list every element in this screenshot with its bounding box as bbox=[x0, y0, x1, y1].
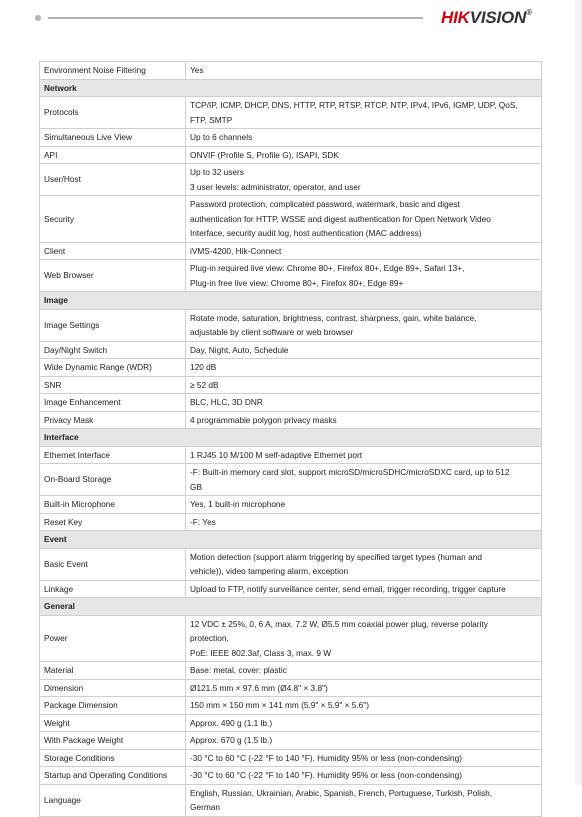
spec-value-line: English, Russian, Ukrainian, Arabic, Spanish, French, Portuguese, Turkish, Polish, bbox=[190, 787, 493, 798]
spec-row bbox=[40, 129, 542, 147]
spec-value bbox=[186, 548, 542, 580]
spec-label: Storage Conditions bbox=[40, 749, 186, 767]
spec-label: With Package Weight bbox=[40, 732, 186, 750]
spec-value-line: Motion detection (support alarm triggering by specified target types (human and bbox=[190, 551, 482, 562]
spec-value-line: Base: metal, cover: plastic bbox=[190, 665, 287, 675]
spec-value bbox=[186, 376, 542, 394]
spec-label: Dimension bbox=[40, 679, 186, 697]
spec-value bbox=[186, 732, 542, 750]
spec-row bbox=[40, 662, 542, 680]
spec-value bbox=[186, 767, 542, 785]
spec-label: Material bbox=[40, 662, 186, 680]
section-header bbox=[40, 531, 542, 549]
spec-label: Simultaneous Live View bbox=[40, 129, 186, 147]
spec-value-line: -F: Yes bbox=[190, 516, 216, 527]
spec-label: SNR bbox=[40, 376, 186, 394]
spec-row bbox=[40, 309, 542, 341]
spec-row bbox=[40, 376, 542, 394]
spec-value-line: German bbox=[190, 802, 220, 812]
spec-row bbox=[40, 341, 542, 359]
section-title: Event bbox=[40, 531, 542, 549]
spec-value-line: 12 VDC ± 25%, 0, 6 A, max. 7.2 W, Ø5.5 mm coaxial power plug, reverse polarity bbox=[190, 618, 488, 629]
spec-row bbox=[40, 784, 542, 816]
spec-value bbox=[186, 749, 542, 767]
spec-label: Ethernet Interface bbox=[40, 446, 186, 464]
spec-value bbox=[186, 129, 542, 147]
spec-value-line: adjustable by client software or web browser bbox=[190, 327, 354, 337]
spec-value-line: FTP, SMTP bbox=[190, 114, 233, 125]
spec-value-line: Up to 6 channels bbox=[190, 132, 253, 142]
spec-value bbox=[186, 464, 542, 496]
spec-row bbox=[40, 242, 542, 260]
spec-label: Web Browser bbox=[40, 260, 186, 292]
spec-value bbox=[186, 146, 542, 164]
spec-value bbox=[186, 309, 542, 341]
section-title: Network bbox=[40, 79, 542, 97]
spec-value-line: Yes, 1 built-in microphone bbox=[190, 499, 286, 509]
spec-value-line: 4 programmable polygon privacy masks bbox=[190, 414, 337, 425]
spec-value-line: ≥ 52 dB bbox=[190, 379, 219, 390]
spec-value-line: iVMS-4200, Hik-Connect bbox=[190, 245, 282, 256]
spec-value-line: Approx. 670 g (1.5 lb.) bbox=[190, 735, 273, 745]
spec-value bbox=[186, 446, 542, 464]
spec-label: Linkage bbox=[40, 580, 186, 598]
spec-row bbox=[40, 164, 542, 196]
spec-row bbox=[40, 548, 542, 580]
spec-label: Basic Event bbox=[40, 548, 186, 580]
spec-label: API bbox=[40, 146, 186, 164]
spec-value bbox=[186, 697, 542, 715]
spec-label: On-Board Storage bbox=[40, 464, 186, 496]
spec-label: Privacy Mask bbox=[40, 411, 186, 429]
spec-label: Security bbox=[40, 196, 186, 243]
spec-value-line: protection, bbox=[190, 633, 229, 643]
spec-value bbox=[186, 196, 542, 243]
spec-value bbox=[186, 164, 542, 196]
header-dot bbox=[35, 15, 41, 21]
hikvision-logo: HIKVISION® bbox=[441, 8, 532, 27]
spec-value-line: PoE: IEEE 802.3af, Class 3, max. 9 W bbox=[190, 647, 332, 658]
spec-value bbox=[186, 513, 542, 531]
page-header bbox=[0, 0, 582, 60]
spec-row bbox=[40, 615, 542, 662]
spec-table bbox=[39, 61, 542, 817]
spec-value-line: Password protection, complicated password, watermark, basic and digest bbox=[190, 199, 460, 209]
spec-label: Built-in Microphone bbox=[40, 496, 186, 514]
spec-value bbox=[186, 62, 542, 80]
spec-value-line: 1 RJ45 10 M/100 M self-adaptive Ethernet port bbox=[190, 449, 363, 460]
spec-label: Day/Night Switch bbox=[40, 341, 186, 359]
section-title: General bbox=[40, 598, 542, 616]
spec-row bbox=[40, 62, 542, 80]
section-header bbox=[40, 598, 542, 616]
spec-label: Client bbox=[40, 242, 186, 260]
spec-label: Power bbox=[40, 615, 186, 662]
spec-value-line: Ø121.5 mm × 97.6 mm (Ø4.8" × 3.8") bbox=[190, 682, 328, 693]
spec-value bbox=[186, 615, 542, 662]
spec-value-line: Plug-in free live view: Chrome 80+, Firefox 80+, Edge 89+ bbox=[190, 277, 404, 288]
spec-value bbox=[186, 580, 542, 598]
spec-value-line: -30 °C to 60 °C (-22 °F to 140 °F). Humidity 95% or less (non-condensing) bbox=[190, 752, 462, 763]
spec-value-line: 150 mm × 150 mm × 141 mm (5.9" × 5.9" × 5.6") bbox=[190, 700, 370, 710]
spec-value bbox=[186, 496, 542, 514]
section-header bbox=[40, 429, 542, 447]
spec-row bbox=[40, 359, 542, 377]
spec-row bbox=[40, 464, 542, 496]
spec-value-line: BLC, HLC, 3D DNR bbox=[190, 397, 263, 407]
spec-label: Package Dimension bbox=[40, 697, 186, 715]
spec-value-line: Rotate mode, saturation, brightness, contrast, sharpness, gain, white balance, bbox=[190, 312, 477, 323]
spec-row bbox=[40, 196, 542, 243]
spec-row bbox=[40, 446, 542, 464]
spec-value bbox=[186, 341, 542, 359]
spec-value-line: GB bbox=[190, 481, 202, 492]
spec-row bbox=[40, 749, 542, 767]
spec-label: Environment Noise Filtering bbox=[40, 62, 186, 80]
spec-value bbox=[186, 662, 542, 680]
spec-row bbox=[40, 767, 542, 785]
spec-label: Weight bbox=[40, 714, 186, 732]
spec-row bbox=[40, 513, 542, 531]
spec-row bbox=[40, 580, 542, 598]
spec-row bbox=[40, 394, 542, 412]
spec-row bbox=[40, 679, 542, 697]
spec-label: Startup and Operating Conditions bbox=[40, 767, 186, 785]
header-rule bbox=[48, 17, 423, 19]
spec-value-line: -30 °C to 60 °C (-22 °F to 140 °F). Humidity 95% or less (non-condensing) bbox=[190, 770, 462, 780]
spec-label: User/Host bbox=[40, 164, 186, 196]
page-edge-bar bbox=[575, 0, 582, 785]
spec-value-line: authentication for HTTP, WSSE and digest authentication for Open Network Video bbox=[190, 213, 491, 224]
spec-value-line: Approx. 490 g (1.1 lb.) bbox=[190, 717, 273, 728]
spec-value-line: 120 dB bbox=[190, 362, 217, 372]
section-header bbox=[40, 79, 542, 97]
spec-value-line: TCP/IP, ICMP, DHCP, DNS, HTTP, RTP, RTSP, RTCP, NTP, IPv4, IPv6, IGMP, UDP, QoS, bbox=[190, 100, 518, 110]
spec-value-line: vehicle)), video tampering alarm, exception bbox=[190, 566, 349, 576]
spec-value-line: Interface, security audit log, host authentication (MAC address) bbox=[190, 228, 422, 238]
spec-label: Wide Dynamic Range (WDR) bbox=[40, 359, 186, 377]
spec-value-line: Upload to FTP, notify surveillance center, send email, trigger recording, trigger capture bbox=[190, 583, 506, 594]
spec-label: Reset Key bbox=[40, 513, 186, 531]
spec-value bbox=[186, 359, 542, 377]
section-header bbox=[40, 292, 542, 310]
spec-value-line: Plug-in required live view: Chrome 80+, Firefox 80+, Edge 89+, Safari 13+, bbox=[190, 263, 465, 273]
spec-value-line: Up to 32 users bbox=[190, 167, 244, 177]
section-title: Image bbox=[40, 292, 542, 310]
spec-value bbox=[186, 260, 542, 292]
spec-row bbox=[40, 411, 542, 429]
spec-row bbox=[40, 496, 542, 514]
spec-label: Image Enhancement bbox=[40, 394, 186, 412]
spec-value bbox=[186, 411, 542, 429]
spec-value bbox=[186, 784, 542, 816]
spec-label: Language bbox=[40, 784, 186, 816]
spec-value-line: 3 user levels: administrator, operator, and user bbox=[190, 181, 361, 192]
spec-value-line: -F: Built-in memory card slot, support microSD/microSDHC/microSDXC card, up to 512 bbox=[190, 467, 510, 477]
spec-row bbox=[40, 732, 542, 750]
spec-value bbox=[186, 242, 542, 260]
spec-row bbox=[40, 260, 542, 292]
spec-row bbox=[40, 97, 542, 129]
spec-value bbox=[186, 394, 542, 412]
spec-row bbox=[40, 714, 542, 732]
spec-row bbox=[40, 146, 542, 164]
spec-value bbox=[186, 714, 542, 732]
spec-value-line: Day, Night, Auto, Schedule bbox=[190, 344, 289, 355]
section-title: Interface bbox=[40, 429, 542, 447]
spec-value-line: Yes bbox=[190, 65, 204, 75]
spec-row bbox=[40, 697, 542, 715]
spec-label: Image Settings bbox=[40, 309, 186, 341]
spec-label: Protocols bbox=[40, 97, 186, 129]
spec-value-line: ONVIF (Profile S, Profile G), ISAPI, SDK bbox=[190, 149, 339, 160]
spec-value bbox=[186, 97, 542, 129]
spec-value bbox=[186, 679, 542, 697]
